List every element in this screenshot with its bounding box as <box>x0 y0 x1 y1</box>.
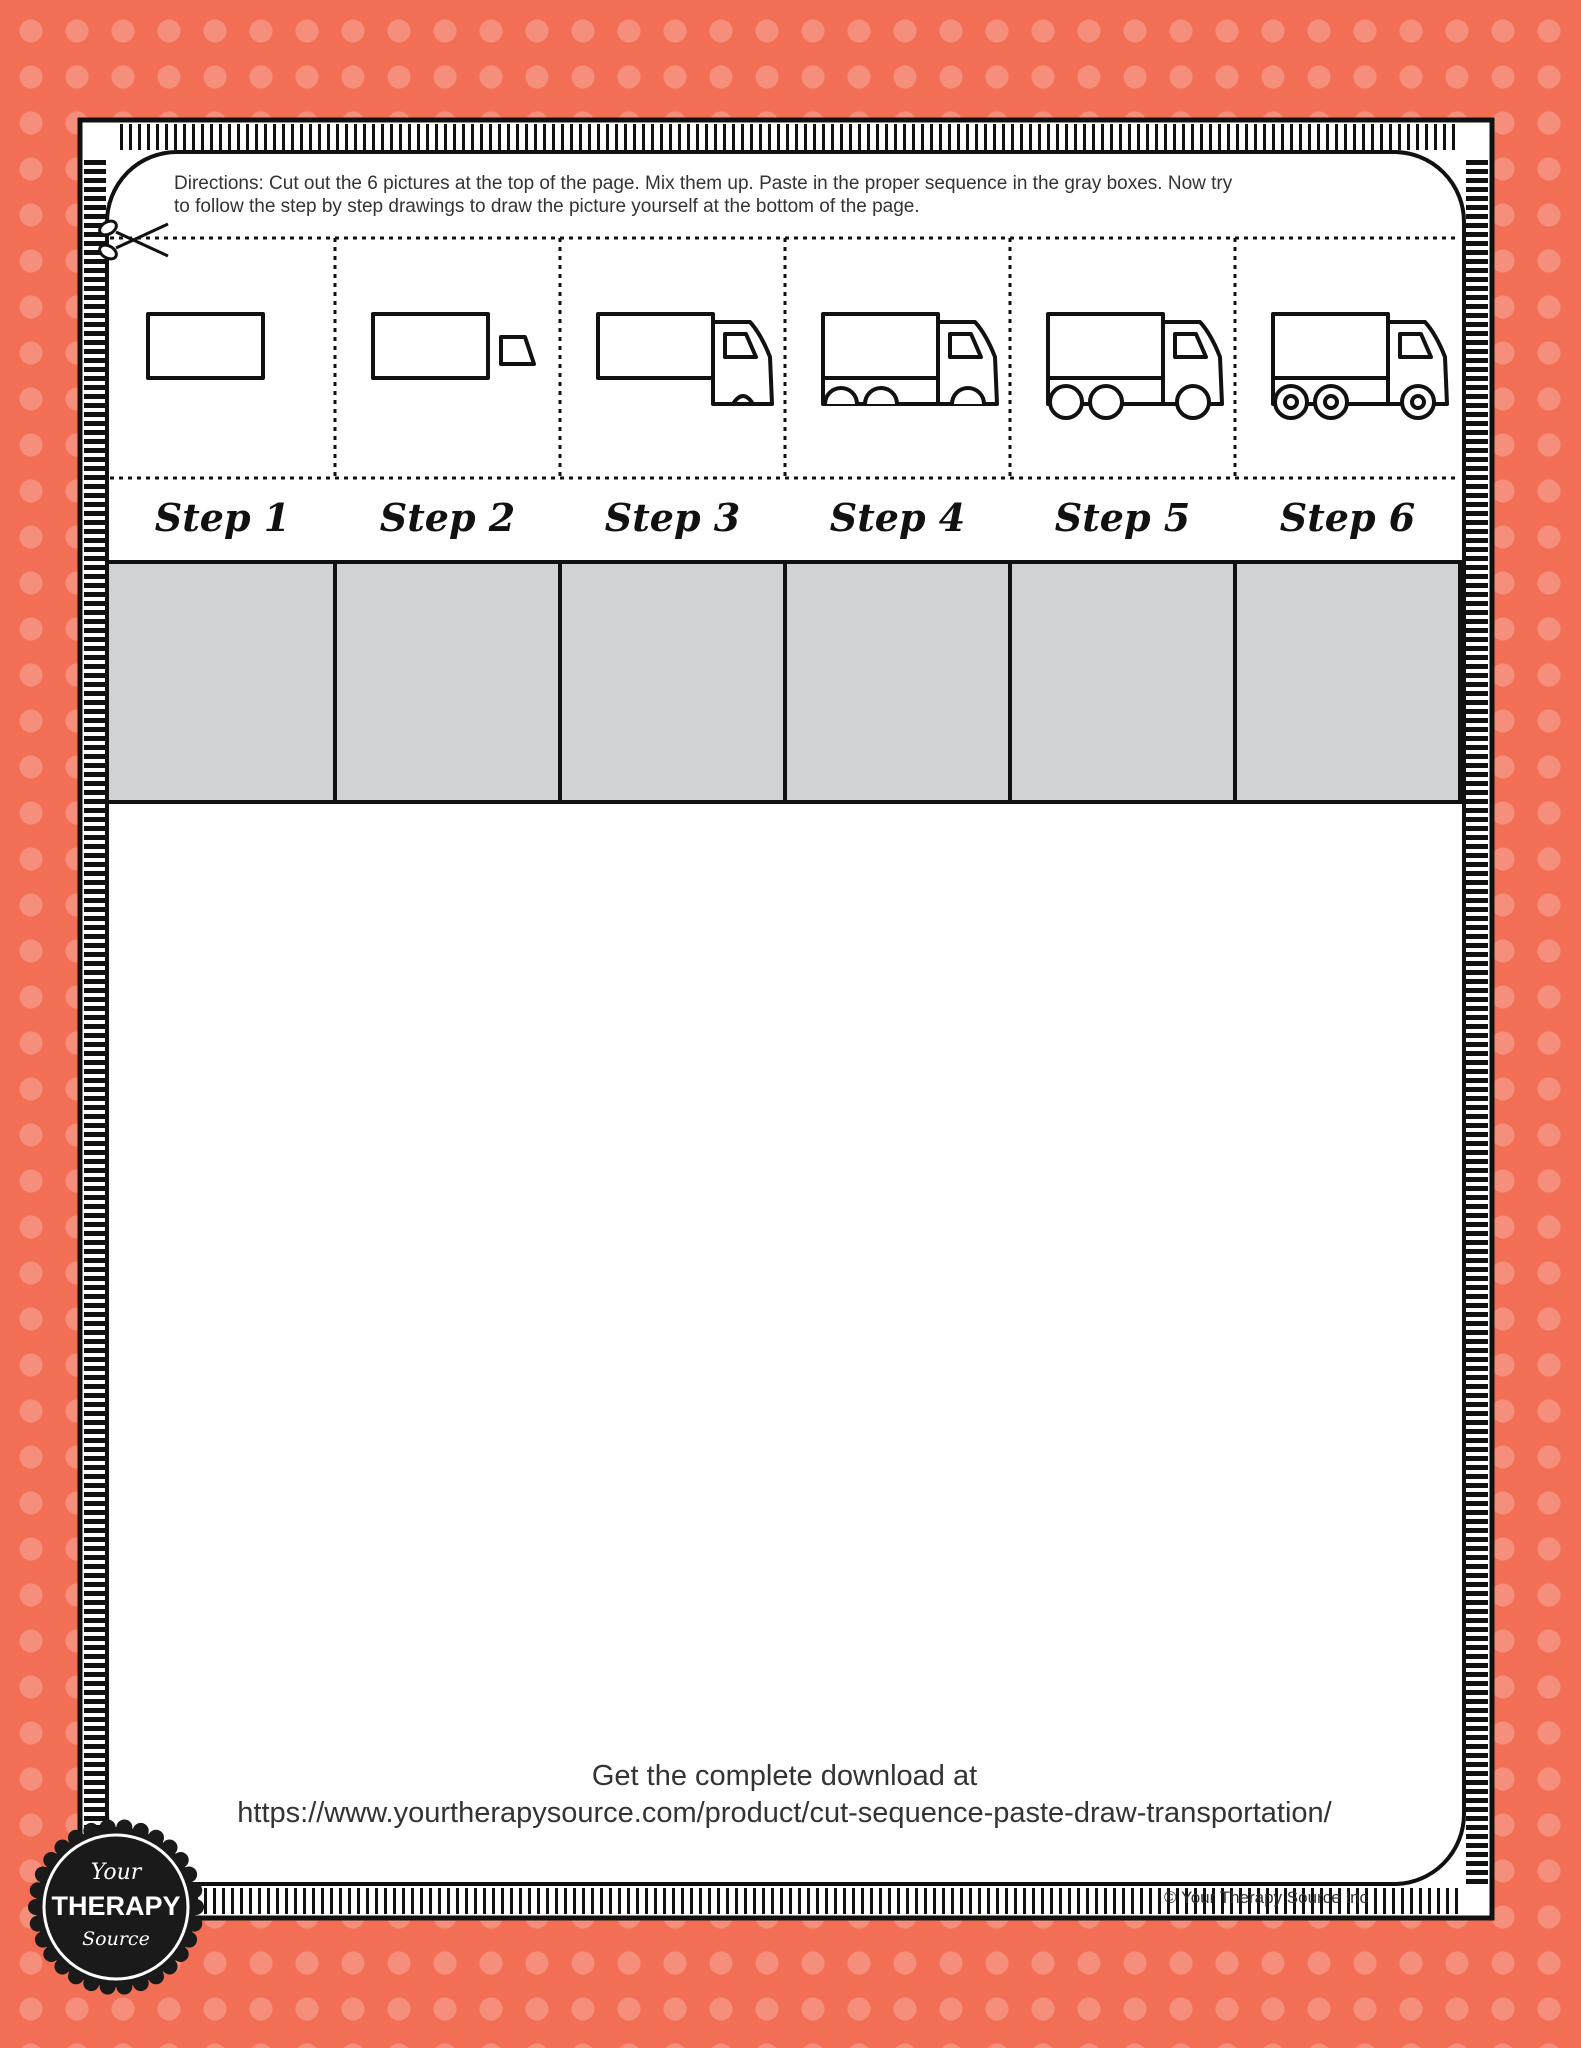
paste-box <box>107 562 335 802</box>
step-label: Step 3 <box>604 495 741 540</box>
therapy-source-logo <box>27 1818 205 1996</box>
step-label: Step 2 <box>379 495 516 540</box>
logo-therapy: THERAPY <box>51 1891 181 1921</box>
step-label: Step 4 <box>829 495 966 540</box>
step-label: Step 1 <box>154 495 291 540</box>
directions-text: Directions: Cut out the 6 pictures at the top of the page. Mix them up. Paste in the proper sequence in the gray boxes. Now try to follow the step by step drawings to draw the picture yourself at the bottom of the page. <box>174 173 1233 217</box>
logo-your: Your <box>90 1860 142 1885</box>
download-url[interactable]: https://www.yourtherapysource.com/product/cut-sequence-paste-draw-transportation/ <box>237 1797 1332 1829</box>
step-label: Step 5 <box>1054 495 1191 540</box>
copyright-text: © Your Therapy Source Inc <box>1164 1888 1369 1907</box>
paste-area <box>107 562 1460 802</box>
paste-box <box>785 562 1010 802</box>
paste-box <box>1235 562 1460 802</box>
paste-box <box>335 562 560 802</box>
step-label: Step 6 <box>1279 495 1416 540</box>
paste-box <box>1010 562 1235 802</box>
paste-box <box>560 562 785 802</box>
logo-source: Source <box>82 1928 150 1950</box>
download-line-1: Get the complete download at <box>591 1760 978 1792</box>
